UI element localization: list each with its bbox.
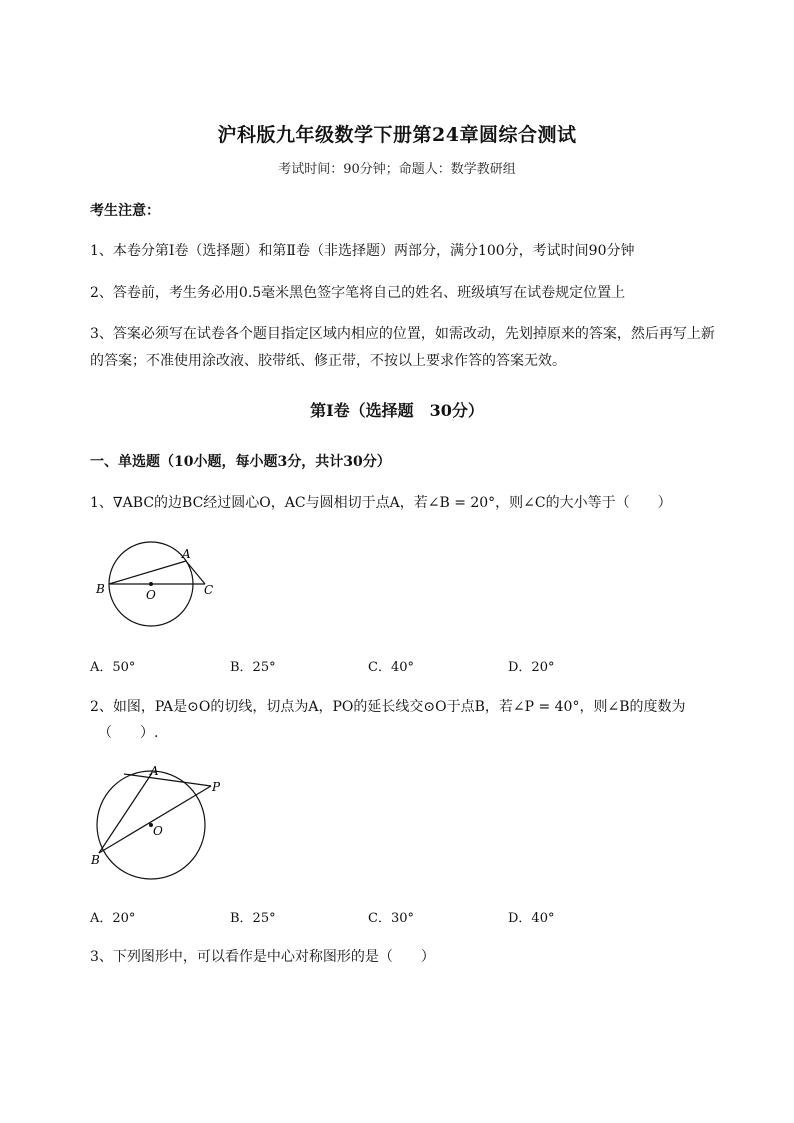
- q2-label-a: A: [150, 764, 159, 778]
- notice-item-3: 3、答案必须写在试卷各个题目指定区域内相应的位置，如需改动，先划掉原来的答案，然后再写上新的答案；不准使用涂改液、胶带纸、修正带，不按以上要求作答的答案无效。: [90, 326, 715, 369]
- q2-option-b: B．25°: [230, 911, 276, 926]
- q1-label-a: A: [182, 547, 191, 561]
- q1-center-dot: [149, 582, 153, 586]
- q1-label-c: C: [204, 583, 214, 597]
- q2-label-o: O: [153, 824, 163, 838]
- q1-option-c: C．40°: [368, 660, 414, 675]
- question-2-figure: [84, 762, 244, 882]
- q1-line-ac: [186, 561, 205, 584]
- q1-line-ba: [109, 561, 186, 584]
- notice-item-1: 1、本卷分第I卷（选择题）和第Ⅱ卷（非选择题）两部分，满分100分，考试时间90分钟: [90, 243, 635, 259]
- q1-label-o: O: [146, 588, 156, 602]
- exam-info: 考试时间：90分钟；命题人：数学教研组: [278, 162, 516, 177]
- q2-label-p: P: [212, 780, 221, 794]
- q1-option-a: A．50°: [90, 660, 136, 675]
- page-title: 沪科版九年级数学下册第24章圆综合测试: [217, 124, 577, 146]
- q2-tangent-line: [124, 774, 211, 786]
- q2-option-c: C．30°: [368, 911, 414, 926]
- question-1-figure: [90, 538, 230, 658]
- question-2-stem-cont: （ ）.: [98, 725, 159, 741]
- q1-option-d: D．20°: [508, 660, 555, 675]
- q1-label-b: B: [96, 582, 105, 596]
- q2-option-d: D．40°: [508, 911, 555, 926]
- section-title: 第I卷（选择题 30分）: [310, 401, 484, 420]
- question-1-stem: 1、∇ABC的边BC经过圆心O，AC与圆相切于点A，若∠B = 20°，则∠C的大小等于（ ）: [90, 495, 672, 511]
- q2-label-b: B: [91, 853, 100, 867]
- q1-option-b: B．25°: [230, 660, 276, 675]
- notice-item-2: 2、答卷前，考生务必用0.5毫米黑色签字笔将自己的姓名、班级填写在试卷规定位置上: [90, 285, 626, 301]
- question-3-stem: 3、下列图形中，可以看作是中心对称图形的是（ ）: [90, 949, 435, 965]
- q2-line-ba: [99, 773, 152, 853]
- part-heading: 一、单选题（10小题，每小题3分，共计30分）: [90, 454, 391, 470]
- notice-heading: 考生注意：: [90, 203, 160, 219]
- question-2-stem: 2、如图，PA是⊙O的切线，切点为A，PO的延长线交⊙O于点B，若∠P = 40°，则∠B的度数为: [90, 699, 686, 715]
- q2-option-a: A．20°: [90, 911, 136, 926]
- q2-line-bp: [99, 786, 211, 853]
